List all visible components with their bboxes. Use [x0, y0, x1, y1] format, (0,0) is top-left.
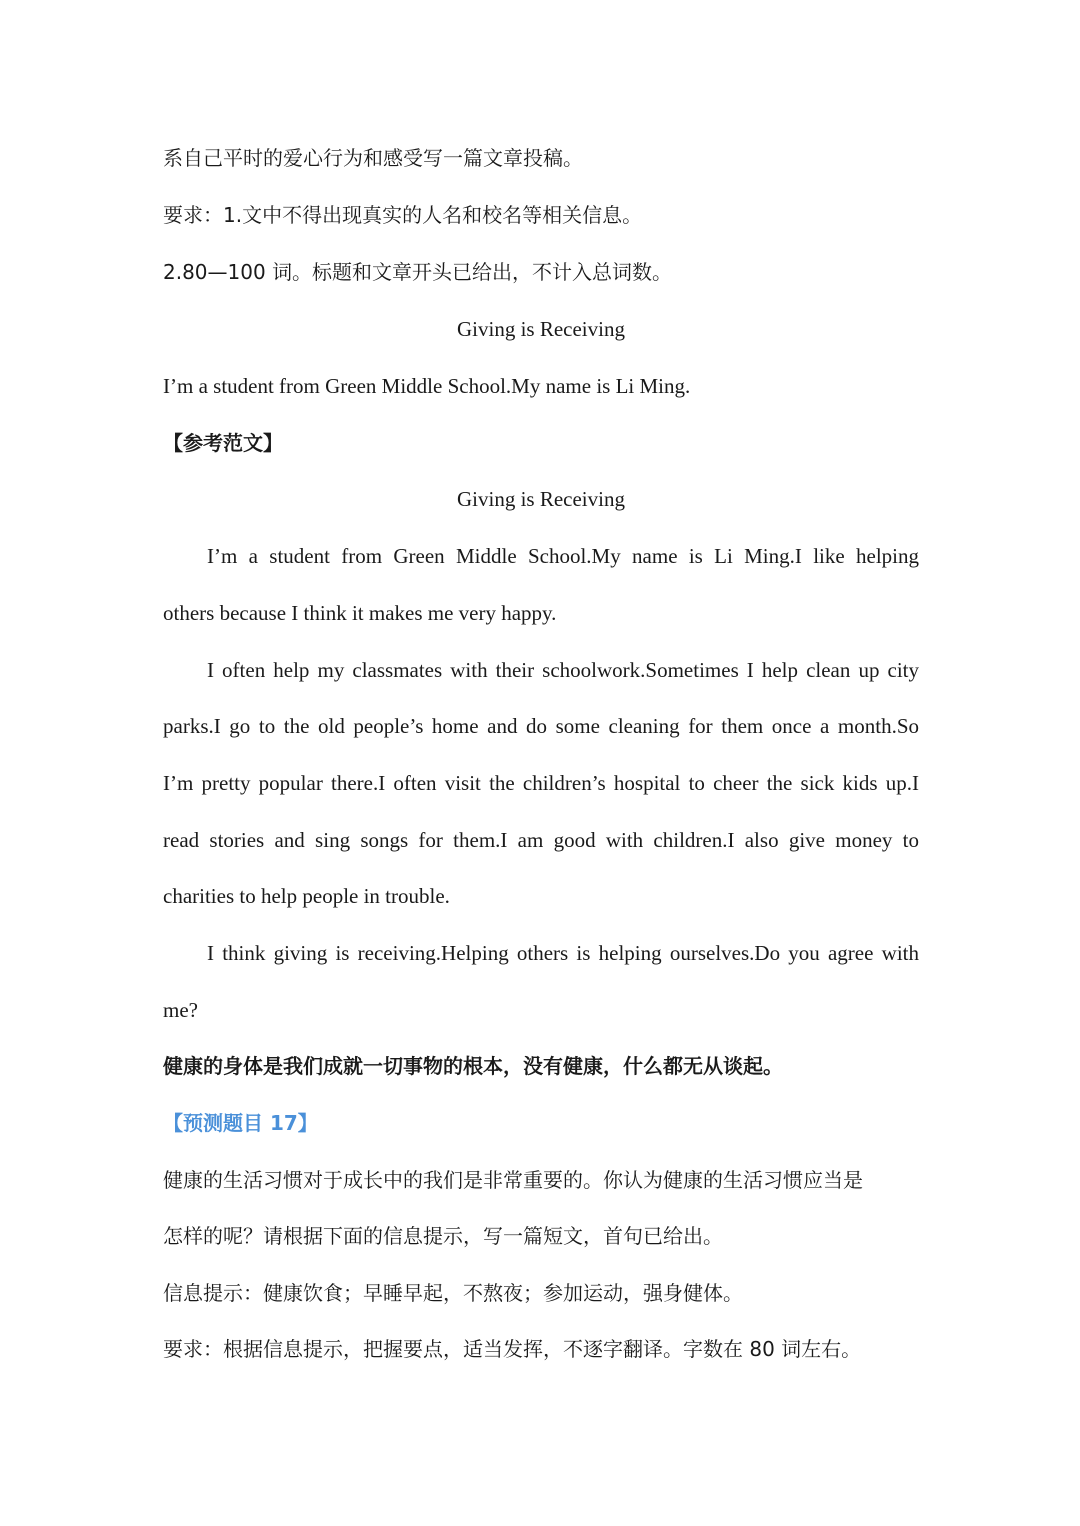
prompt-continuation: 系自己平时的爱心行为和感受写一篇文章投稿。 [163, 146, 583, 170]
paragraph-3-line-2: me? [163, 998, 198, 1022]
sample-essay-heading: 【参考范文】 [163, 431, 283, 455]
paragraph-1-line-2: others because I think it makes me very happy. [163, 601, 557, 625]
essay-opening: I’m a student from Green Middle School.My name is Li Ming. [163, 374, 691, 398]
paragraph-2-line-1: I often help my classmates with their schoolwork.Sometimes I help clean up city [207, 658, 919, 682]
sample-essay-title: Giving is Receiving [457, 487, 625, 511]
paragraph-2-line-2: parks.I go to the old people’s home and do some cleaning for them once a month.So [163, 714, 919, 738]
requirement-1: 要求：1.文中不得出现真实的人名和校名等相关信息。 [163, 203, 643, 227]
question-prompt-line-1: 健康的生活习惯对于成长中的我们是非常重要的。你认为健康的生活习惯应当是 [163, 1168, 863, 1192]
paragraph-3-line-1: I think giving is receiving.Helping others is helping ourselves.Do you agree with [207, 941, 919, 965]
paragraph-2-line-3: I’m pretty popular there.I often visit the children’s hospital to cheer the sick kids up.I [163, 771, 919, 795]
health-quote: 健康的身体是我们成就一切事物的根本，没有健康，什么都无从谈起。 [163, 1054, 783, 1078]
paragraph-1-line-1: I’m a student from Green Middle School.My name is Li Ming.I like helping [207, 544, 919, 568]
info-hints: 信息提示：健康饮食；早睡早起，不熬夜；参加运动，强身健体。 [163, 1281, 743, 1305]
essay-title: Giving is Receiving [457, 317, 625, 341]
writing-requirements: 要求：根据信息提示，把握要点，适当发挥，不逐字翻译。字数在 80 词左右。 [163, 1337, 862, 1361]
question-prompt-line-2: 怎样的呢？请根据下面的信息提示，写一篇短文，首句已给出。 [163, 1224, 723, 1248]
paragraph-2-line-4: read stories and sing songs for them.I am good with children.I also give money to [163, 828, 919, 852]
paragraph-2-line-5: charities to help people in trouble. [163, 884, 450, 908]
prediction-question-heading: 【预测题目 17】 [163, 1111, 318, 1135]
requirement-2: 2.80—100 词。标题和文章开头已给出，不计入总词数。 [163, 260, 673, 284]
